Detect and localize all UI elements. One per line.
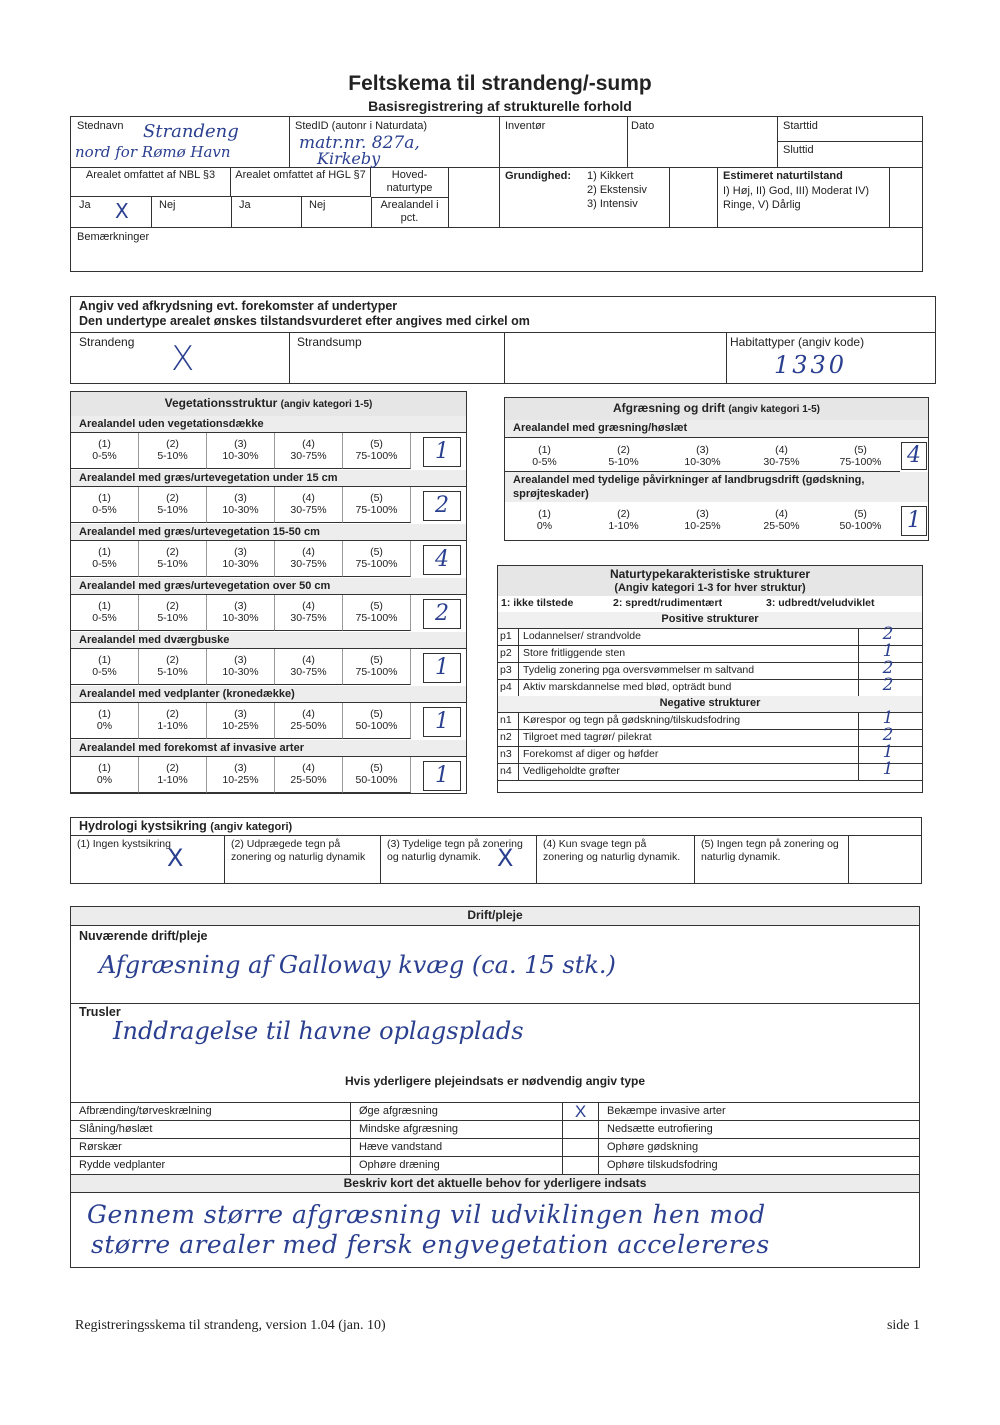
hydrologi-option-label: (1) Ingen kystsikring — [77, 838, 171, 850]
option-number: (4) — [302, 762, 315, 774]
hydrologi-title: Hydrologi kystsikring (angiv kategori) — [79, 819, 293, 833]
vegetation-option[interactable] — [139, 541, 207, 577]
option-number: (5) — [854, 508, 867, 520]
hydrologi-option-label: (5) Ingen tegn på zonering og naturlig dynamik. — [701, 838, 839, 863]
natur-section — [497, 565, 923, 793]
natur-score[interactable]: 1 — [882, 708, 894, 728]
natur-score[interactable]: 2 — [882, 725, 894, 745]
option-number: (4) — [302, 654, 315, 666]
vegetation-row-label: Arealandel med vedplanter (kronedække) — [71, 686, 466, 703]
option-range: 75-100% — [355, 450, 398, 462]
natur-label: Vedligeholdte grøfter — [523, 765, 620, 777]
divider — [518, 679, 519, 696]
natur-label: Aktiv marskdannelse med blød, opträdt bund — [523, 681, 732, 693]
trusler-value: Inddragelse til havne oplagsplads — [113, 1017, 524, 1045]
grundighed-value[interactable] — [669, 167, 718, 228]
vegetation-option[interactable] — [71, 541, 139, 577]
vegetation-option[interactable] — [139, 487, 207, 523]
vegetation-option[interactable] — [275, 649, 343, 685]
option-range: 10-25% — [222, 720, 259, 732]
option-number: (2) — [617, 508, 630, 520]
vegetation-option[interactable] — [207, 595, 275, 631]
vegetation-option[interactable] — [207, 487, 275, 523]
hydrologi-option[interactable] — [537, 835, 695, 883]
page-subtitle: Basisregistrering af strukturelle forhold — [368, 98, 632, 114]
hydrologi-option[interactable] — [71, 835, 225, 883]
option-number: (1) — [98, 438, 111, 450]
natur-score[interactable]: 2 — [882, 658, 894, 678]
bemaerkninger-field[interactable]: Bemærkninger — [71, 227, 922, 272]
natur-row[interactable] — [498, 658, 922, 680]
nbl-ja-mark: X — [115, 199, 129, 223]
vegetation-section — [70, 391, 467, 794]
tilstand-field: Estimeret naturtilstand I) Høj, II) God, III) Moderat IV) Ringe, V) Dårlig — [717, 167, 890, 228]
option-number: (3) — [234, 438, 247, 450]
option-number: (2) — [166, 546, 179, 558]
vegetation-option[interactable] — [275, 433, 343, 469]
natur-label: Tilgroet med tagrør/ pilekrat — [523, 731, 652, 743]
option-number: (5) — [370, 438, 383, 450]
current-drift-value: Afgræsning af Galloway kvæg (ca. 15 stk.) — [99, 951, 616, 979]
option-number: (5) — [370, 492, 383, 504]
option-range: 0% — [96, 720, 113, 732]
option-range: 5-10% — [157, 612, 188, 624]
vegetation-option[interactable] — [71, 703, 139, 739]
option-range: 25-50% — [290, 774, 327, 786]
option-range: 10-25% — [684, 520, 721, 532]
option-number: (3) — [234, 762, 247, 774]
arealandel-label: Arealandel i pct. — [371, 197, 449, 227]
trusler-field[interactable]: Trusler Inddragelse til havne oplagsplads — [71, 1003, 919, 1070]
divider — [518, 746, 519, 763]
option-number: (4) — [302, 546, 315, 558]
dato-field[interactable] — [627, 117, 778, 167]
afgraesning-option[interactable] — [663, 438, 742, 472]
option-range: 75-100% — [355, 612, 398, 624]
vegetation-option[interactable] — [207, 703, 275, 739]
vegetation-option[interactable] — [275, 595, 343, 631]
natur-code: n2 — [500, 731, 512, 743]
natur-row[interactable] — [498, 624, 922, 646]
option-range: 10-30% — [684, 456, 721, 468]
vegetation-option[interactable] — [71, 595, 139, 631]
hydrologi-mark: X — [497, 844, 514, 872]
stednavn-label: Stednavn — [77, 120, 124, 132]
nbl-ja[interactable]: Ja X — [71, 197, 152, 227]
vegetation-option[interactable] — [71, 757, 139, 793]
option-number: (1) — [98, 492, 111, 504]
option-range: 0-5% — [92, 666, 117, 678]
afgraesning-option[interactable] — [584, 502, 663, 538]
option-number: (2) — [166, 492, 179, 504]
divider — [858, 679, 859, 696]
grundighed-field: Grundighed: 1) Kikkert 2) Ekstensiv 3) Intensiv — [499, 167, 670, 228]
option-range: 0-5% — [92, 504, 117, 516]
option-range: 10-30% — [222, 558, 259, 570]
vegetation-option[interactable] — [343, 487, 411, 523]
vegetation-title: Vegetationsstruktur (angiv kategori 1-5) — [71, 392, 466, 417]
inventor-field[interactable] — [499, 117, 628, 167]
option-range: 50-100% — [839, 520, 882, 532]
divider — [518, 712, 519, 729]
vegetation-option[interactable] — [275, 703, 343, 739]
option-number: (5) — [854, 444, 867, 456]
option-range: 50-100% — [355, 720, 398, 732]
option-number: (1) — [98, 654, 111, 666]
option-range: 5-10% — [157, 450, 188, 462]
vegetation-score[interactable]: 4 — [423, 545, 461, 575]
pleje-option[interactable]: Øge afgræsning — [351, 1102, 563, 1120]
pleje-option[interactable] — [563, 1138, 599, 1156]
option-number: (1) — [98, 762, 111, 774]
option-number: (1) — [538, 444, 551, 456]
option-number: (4) — [302, 708, 315, 720]
option-range: 75-100% — [355, 666, 398, 678]
vegetation-score[interactable]: 1 — [423, 437, 461, 467]
vegetation-option[interactable] — [207, 433, 275, 469]
afgraesning-option[interactable] — [742, 438, 821, 472]
afgraesning-section — [504, 397, 929, 541]
option-number: (5) — [370, 708, 383, 720]
option-number: (3) — [234, 546, 247, 558]
sluttid-label: Sluttid — [783, 144, 814, 156]
divider — [518, 763, 519, 780]
pleje-option[interactable]: Rørskær — [71, 1138, 351, 1156]
natur-row[interactable] — [498, 725, 922, 747]
option-number: (3) — [234, 654, 247, 666]
vegetation-option[interactable] — [139, 433, 207, 469]
tilstand-value[interactable] — [889, 167, 922, 228]
option-range: 5-10% — [157, 504, 188, 516]
afgraesning-title: Afgræsning og drift (angiv kategori 1-5) — [505, 398, 928, 421]
option-range: 5-10% — [608, 456, 639, 468]
hgl-nej[interactable]: Nej — [301, 197, 372, 227]
behov-field[interactable] — [71, 1192, 919, 1267]
hydrologi-value[interactable] — [849, 835, 921, 884]
vegetation-option[interactable] — [139, 757, 207, 793]
afgraesning-option[interactable] — [663, 502, 742, 538]
afgraesning-score[interactable]: 4 — [901, 442, 927, 470]
behov-line-2: større arealer med fersk engvegetation accelereres — [91, 1230, 770, 1259]
hydrologi-option-label: (4) Kun svage tegn på zonering og naturlig dynamik. — [543, 838, 681, 863]
option-range: 30-75% — [290, 666, 327, 678]
divider — [858, 746, 859, 763]
undertyper-heading-1: Angiv ved afkrydsning evt. forekomster af undertyper — [79, 299, 398, 313]
sluttid-field[interactable] — [777, 141, 922, 168]
option-number: (1) — [538, 508, 551, 520]
option-number: (1) — [98, 546, 111, 558]
option-range: 50-100% — [355, 774, 398, 786]
top-section — [70, 116, 923, 272]
footer-page: side 1 — [886, 1318, 920, 1333]
afgraesning-option[interactable] — [742, 502, 821, 538]
natur-row[interactable] — [498, 641, 922, 663]
option-range: 30-75% — [290, 558, 327, 570]
pleje-option[interactable] — [563, 1120, 599, 1138]
natur-score[interactable]: 1 — [882, 641, 894, 661]
vegetation-score[interactable]: 2 — [423, 599, 461, 629]
option-number: (2) — [166, 708, 179, 720]
vegetation-option[interactable] — [71, 649, 139, 685]
natur-code: n4 — [500, 765, 512, 777]
hydrologi-mark: X — [167, 844, 184, 872]
vegetation-row-label: Arealandel med græs/urtevegetation over 50 cm — [71, 578, 466, 595]
strandeng-field[interactable]: Strandeng X — [71, 332, 290, 384]
option-range: 30-75% — [763, 456, 800, 468]
option-range: 30-75% — [290, 504, 327, 516]
option-range: 10-30% — [222, 504, 259, 516]
option-range: 10-30% — [222, 666, 259, 678]
pleje-option[interactable] — [563, 1156, 599, 1174]
natur-row[interactable] — [498, 675, 922, 697]
option-number: (2) — [166, 438, 179, 450]
afgraesning-option[interactable] — [821, 502, 900, 538]
afgraesning-option[interactable] — [584, 438, 663, 472]
natur-row[interactable] — [498, 759, 922, 781]
natur-label: Lodannelser/ strandvolde — [523, 630, 641, 642]
natur-label: Forekomst af diger og høfder — [523, 748, 659, 760]
vegetation-option[interactable] — [343, 595, 411, 631]
option-range: 0% — [536, 520, 553, 532]
option-number: (2) — [617, 444, 630, 456]
option-number: (3) — [696, 444, 709, 456]
strandeng-mark: X — [171, 339, 195, 379]
dato-label: Dato — [631, 120, 655, 132]
option-number: (4) — [302, 492, 315, 504]
natur-label: Store fritliggende sten — [523, 647, 626, 659]
pleje-option[interactable]: Slåning/høslæt — [71, 1120, 351, 1138]
option-range: 25-50% — [763, 520, 800, 532]
behov-line-1: Gennem større afgræsning vil udviklingen hen mod — [87, 1200, 766, 1229]
divider — [858, 662, 859, 679]
hydrologi-option-label: (3) Tydelige tegn på zonering og naturlig dynamik. — [387, 838, 523, 863]
option-range: 5-10% — [157, 558, 188, 570]
stednavn-value: Strandeng — [143, 121, 239, 142]
vegetation-row-label: Arealandel med græs/urtevegetation under 15 cm — [71, 470, 466, 487]
inventor-label: Inventør — [505, 120, 546, 132]
vegetation-option[interactable] — [343, 649, 411, 685]
option-number: (4) — [302, 438, 315, 450]
vegetation-score[interactable]: 1 — [423, 761, 461, 791]
divider — [858, 645, 859, 662]
option-number: (3) — [234, 600, 247, 612]
option-number: (2) — [166, 762, 179, 774]
hgl-label: Arealet omfattet af HGL §7 — [231, 167, 371, 197]
pleje-option[interactable]: Nedsætte eutrofiering — [599, 1120, 919, 1138]
vegetation-option[interactable] — [207, 541, 275, 577]
pleje-option[interactable]: Bekæmpe invasive arter — [599, 1102, 919, 1120]
pleje-option[interactable]: Ophøre dræning — [351, 1156, 563, 1174]
option-range: 30-75% — [290, 612, 327, 624]
option-number: (4) — [775, 508, 788, 520]
hydrologi-option[interactable] — [225, 835, 381, 883]
natur-title: Naturtypekarakteristiske strukturer (Angiv kategori 1-3 for hver struktur) — [498, 566, 922, 596]
pleje-option[interactable]: Ophøre tilskudsfodring — [599, 1156, 919, 1174]
vegetation-option[interactable] — [343, 541, 411, 577]
undertyper-section — [70, 296, 936, 384]
option-range: 0% — [96, 774, 113, 786]
hydrologi-option-label: (2) Udprægede tegn på zonering og naturlig dynamik — [231, 838, 366, 863]
strandsump-field[interactable]: Strandsump — [289, 332, 505, 384]
natur-code: p3 — [500, 664, 512, 676]
current-drift-field[interactable]: Nuværende drift/pleje Afgræsning af Galloway kvæg (ca. 15 stk.) — [71, 925, 919, 1004]
option-range: 5-10% — [157, 666, 188, 678]
afgraesning-option[interactable] — [505, 502, 584, 538]
option-number: (1) — [98, 600, 111, 612]
vegetation-option[interactable] — [71, 487, 139, 523]
starttid-field[interactable] — [777, 117, 922, 142]
vegetation-option[interactable] — [139, 703, 207, 739]
stednavn-field[interactable] — [71, 117, 290, 168]
natur-score[interactable]: 2 — [882, 624, 894, 644]
option-number: (4) — [302, 600, 315, 612]
natur-code: p2 — [500, 647, 512, 659]
divider — [858, 729, 859, 746]
pleje-option[interactable]: Hæve vandstand — [351, 1138, 563, 1156]
option-number: (3) — [234, 492, 247, 504]
pleje-option[interactable]: Ophøre gødskning — [599, 1138, 919, 1156]
stedid-label: StedID (autonr i Naturdata) — [295, 120, 428, 132]
habitat-field[interactable]: Habitattyper (angiv kode) 1330 — [726, 332, 935, 384]
stedid-value-2: Kirkeby — [317, 149, 381, 168]
afgraesning-option[interactable] — [505, 438, 584, 472]
vegetation-option[interactable] — [207, 757, 275, 793]
footer-version: Registreringsskema til strandeng, version 1.04 (jan. 10) — [75, 1318, 386, 1333]
vegetation-option[interactable] — [275, 487, 343, 523]
option-number: (4) — [775, 444, 788, 456]
vegetation-score[interactable]: 1 — [423, 707, 461, 737]
option-number: (5) — [370, 654, 383, 666]
divider — [518, 662, 519, 679]
vegetation-row-label: Arealandel med græs/urtevegetation 15-50 cm — [71, 524, 466, 541]
option-range: 10-25% — [222, 774, 259, 786]
pleje-option[interactable]: Afbrænding/tørveskrælning — [71, 1102, 351, 1120]
option-number: (3) — [696, 508, 709, 520]
positive-title: Positive strukturer — [498, 612, 922, 629]
natur-label: Tydelig zonering pga oversvømmelser m saltvand — [523, 664, 755, 676]
option-number: (2) — [166, 600, 179, 612]
option-number: (5) — [370, 600, 383, 612]
pleje-option[interactable]: Rydde vedplanter — [71, 1156, 351, 1174]
nbl-label: Arealet omfattet af NBL §3 — [71, 167, 231, 197]
vegetation-option[interactable] — [139, 649, 207, 685]
vegetation-option[interactable] — [343, 703, 411, 739]
natur-row[interactable] — [498, 708, 922, 730]
divider — [518, 729, 519, 746]
habitat-value: 1330 — [774, 351, 848, 379]
natur-code: n3 — [500, 748, 512, 760]
divider — [858, 763, 859, 780]
starttid-label: Starttid — [783, 120, 818, 132]
divider — [858, 712, 859, 729]
option-range: 75-100% — [355, 558, 398, 570]
option-number: (5) — [370, 762, 383, 774]
divider — [518, 628, 519, 645]
vegetation-option[interactable] — [343, 433, 411, 469]
afgraesning-score[interactable]: 1 — [901, 506, 927, 536]
natur-legend: 1: ikke tilstede 2: spredt/rudimentært 3: udbredt/veludviklet — [498, 596, 922, 613]
hgl-ja[interactable]: Ja — [231, 197, 302, 227]
vegetation-score[interactable]: 1 — [423, 653, 461, 683]
natur-code: p4 — [500, 681, 512, 693]
option-number: (3) — [234, 708, 247, 720]
option-range: 0-5% — [92, 558, 117, 570]
natur-code: n1 — [500, 714, 512, 726]
option-number: (2) — [166, 654, 179, 666]
option-range: 0-5% — [532, 456, 557, 468]
natur-label: Kørespor og tegn på gødskning/tilskudsfodring — [523, 714, 741, 726]
stedid-value: matr.nr. 827a, — [299, 133, 420, 153]
drift-title: Drift/pleje — [71, 907, 919, 926]
option-number: (1) — [98, 708, 111, 720]
vegetation-row-label: Arealandel med dværgbuske — [71, 632, 466, 649]
hovednaturtype-value[interactable] — [449, 167, 500, 227]
blank-field[interactable] — [504, 332, 727, 384]
divider — [518, 645, 519, 662]
hydrologi-section — [70, 817, 922, 884]
vegetation-option[interactable] — [71, 433, 139, 469]
option-range: 25-50% — [290, 720, 327, 732]
option-range: 0-5% — [92, 450, 117, 462]
option-range: 75-100% — [355, 504, 398, 516]
stednavn-value-2: nord for Rømø Havn — [75, 143, 231, 161]
behov-title: Beskriv kort det aktuelle behov for yderligere indsats — [71, 1174, 919, 1193]
nbl-nej[interactable]: Nej — [151, 197, 232, 227]
option-range: 75-100% — [839, 456, 882, 468]
pleje-option[interactable]: X — [563, 1102, 599, 1120]
vegetation-option[interactable] — [139, 595, 207, 631]
natur-score[interactable]: 2 — [882, 675, 894, 695]
vegetation-row-label: Arealandel med forekomst af invasive arter — [71, 740, 466, 757]
vegetation-row-label: Arealandel uden vegetationsdække — [71, 416, 466, 433]
page-title: Feltskema til strandeng/-sump — [348, 72, 652, 95]
option-range: 1-10% — [157, 774, 188, 786]
option-range: 30-75% — [290, 450, 327, 462]
option-range: 1-10% — [608, 520, 639, 532]
pleje-option[interactable]: Mindske afgræsning — [351, 1120, 563, 1138]
natur-code: p1 — [500, 630, 512, 642]
afgraesning-row-label: Arealandel med græsning/høslæt — [505, 420, 928, 438]
natur-row[interactable] — [498, 742, 922, 764]
vegetation-option[interactable] — [275, 541, 343, 577]
option-range: 0-5% — [92, 612, 117, 624]
vegetation-option[interactable] — [343, 757, 411, 793]
option-range: 10-30% — [222, 450, 259, 462]
negative-title: Negative strukturer — [498, 696, 922, 713]
drift-section — [70, 906, 920, 1268]
option-number: (5) — [370, 546, 383, 558]
vegetation-option[interactable] — [275, 757, 343, 793]
undertyper-heading-2: Den undertype arealet ønskes tilstandsvurderet efter angives med cirkel om — [79, 314, 530, 328]
vegetation-option[interactable] — [207, 649, 275, 685]
vegetation-score[interactable]: 2 — [423, 491, 461, 521]
natur-score[interactable]: 1 — [882, 759, 894, 779]
hovednaturtype-label: Hoved-naturtype — [371, 167, 449, 197]
pleje-title: Hvis yderligere plejeindsats er nødvendig angiv type — [71, 1069, 919, 1095]
option-range: 1-10% — [157, 720, 188, 732]
afgraesning-option[interactable] — [821, 438, 900, 472]
natur-score[interactable]: 1 — [882, 742, 894, 762]
hydrologi-option[interactable] — [381, 835, 537, 883]
hydrologi-option[interactable] — [695, 835, 849, 883]
divider — [858, 628, 859, 645]
stedid-field[interactable] — [289, 117, 500, 168]
option-range: 10-30% — [222, 612, 259, 624]
afgraesning-row-label: Arealandel med tydelige påvirkninger af landbrugsdrift (gødskning, sprøjteskader) — [505, 472, 928, 502]
